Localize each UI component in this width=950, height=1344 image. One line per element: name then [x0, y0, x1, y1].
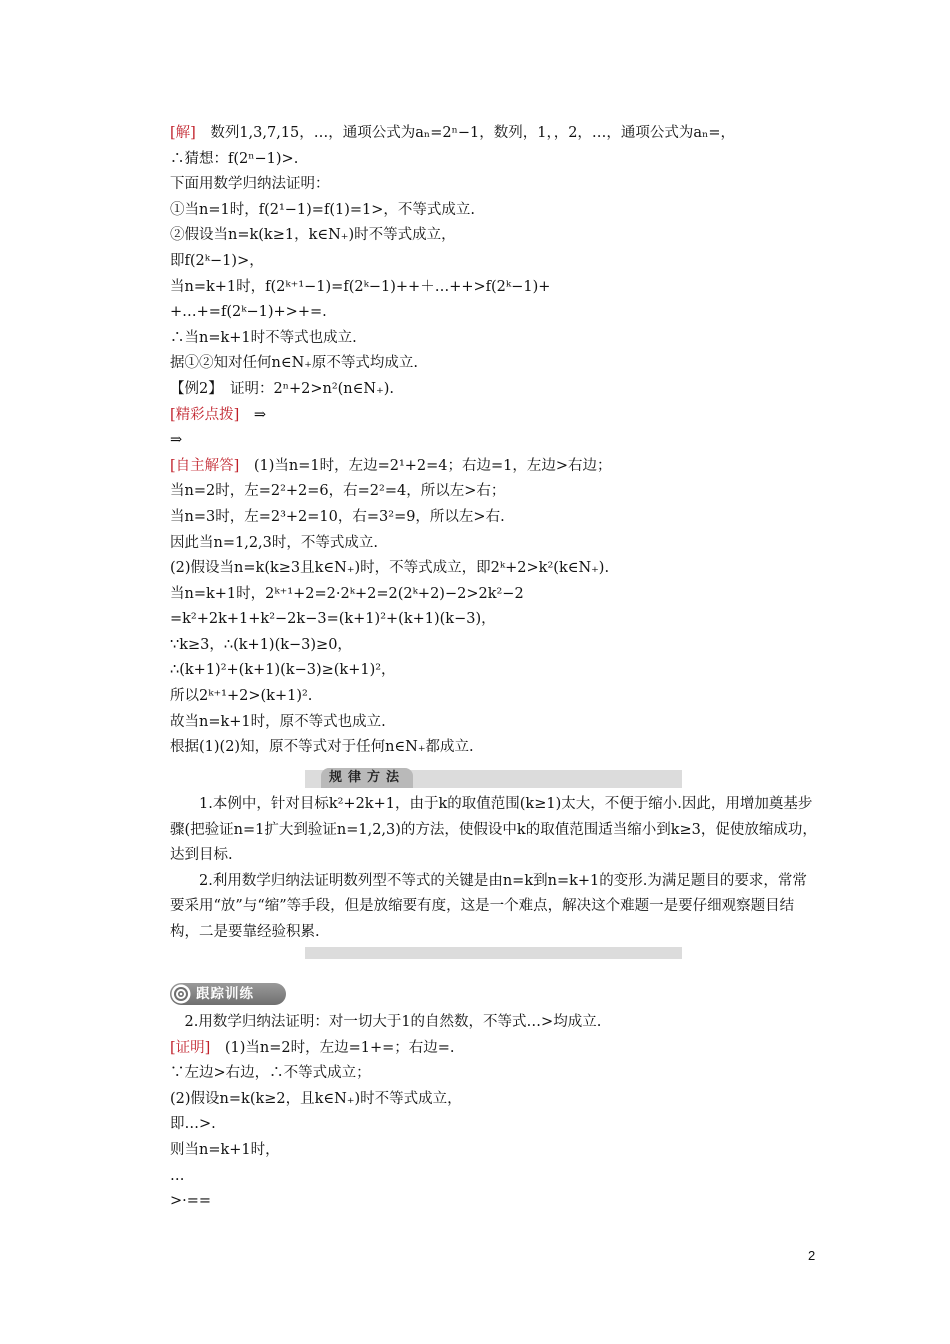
method-block — [170, 792, 820, 946]
text-line: 根据(1)(2)知，原不等式对于任何n∈N₊都成立. — [170, 739, 474, 756]
text-line: [解] 数列1,3,7,15，…，通项公式为aₙ=2ⁿ−1，数列，1，，2，…，通项公式为aₙ=， — [170, 125, 735, 141]
example-heading: 【例2】 证明：2ⁿ+2>n²(n∈N₊). — [170, 380, 394, 397]
text-line: ⇒ — [170, 432, 183, 449]
text-line: ∵左边>右边，∴不等式成立； — [170, 1065, 371, 1082]
text-line: 当n=2时，左=2²+2=6，右=2²=4，所以左>右； — [170, 483, 506, 500]
training-label: 跟踪训练 — [196, 986, 254, 1002]
text-line: 故当n=k+1时，原不等式也成立. — [170, 713, 386, 730]
text-line: >·== — [170, 1193, 212, 1210]
text-line: ∴(k+1)²+(k+1)(k−3)≥(k+1)²， — [170, 662, 396, 679]
hint-tag: [精彩点拨] — [170, 406, 240, 423]
top-block — [170, 121, 820, 761]
page-number: 2 — [808, 1248, 816, 1263]
training-badge — [170, 983, 286, 1005]
text-line: 因此当n=1,2,3时，不等式成立. — [170, 534, 378, 551]
answer-tag: [自主解答] — [170, 457, 240, 474]
text-line: ∵k≥3，∴(k+1)(k−3)≥0， — [170, 636, 352, 653]
text-line: +…+=f(2ᵏ−1)+>+=. — [170, 304, 327, 321]
proof-tag: [证明] — [170, 1039, 211, 1056]
text-line: 据①②知对任何n∈N₊原不等式均成立. — [170, 355, 419, 372]
text-line: 即…>. — [170, 1116, 216, 1133]
text-line: (2)假设当n=k(k≥3且k∈N₊)时，不等式成立，即2ᵏ+2>k²(k∈N₊). — [170, 560, 610, 577]
text-line: =k²+2k+1+k²−2k−3=(k+1)²+(k+1)(k−3)， — [170, 611, 496, 628]
text-line: ②假设当n=k(k≥1，k∈N₊)时不等式成立， — [170, 227, 456, 244]
text-line: 则当n=k+1时， — [170, 1141, 280, 1158]
section-divider — [305, 947, 682, 959]
text-line: 即f(2ᵏ−1)>， — [170, 252, 264, 269]
method-paragraph: 1.本例中，针对目标k²+2k+1，由于k的取值范围(k≥1)太大，不便于缩小.因此，用增加奠基步骤(把验证n=1扩大到验证n=1,2,3)的方法，使假设中k的取值范围适当缩小到k≥3，促使放缩成功，达到目标. — [170, 796, 817, 864]
text-line: [自主解答] (1)当n=1时，左边=2¹+2=4；右边=1，左边>右边； — [170, 457, 612, 474]
text-line: 下面用数学归纳法证明： — [170, 176, 330, 193]
bottom-block — [170, 1010, 820, 1215]
text-line: 当n=3时，左=2³+2=10，右=3²=9，所以左>右. — [170, 508, 505, 525]
exercise-line: 2.用数学归纳法证明：对一切大于1的自然数，不等式…>均成立. — [170, 1014, 602, 1030]
text-line: ∴猜想：f(2ⁿ−1)>. — [170, 150, 299, 167]
solution-tag: [解] — [170, 125, 196, 141]
text-line: … — [170, 1167, 185, 1184]
text-line: 当n=k+1时，2ᵏ⁺¹+2=2·2ᵏ+2=2(2ᵏ+2)−2>2k²−2 — [170, 585, 524, 602]
target-icon — [171, 984, 191, 1004]
text-line: ①当n=1时，f(2¹−1)=f(1)=1>，不等式成立. — [170, 201, 475, 218]
method-section-label: 规律方法 — [321, 768, 413, 788]
text-line: 当n=k+1时，f(2ᵏ⁺¹−1)=f(2ᵏ−1)++＋…++>f(2ᵏ−1)+ — [170, 278, 551, 295]
method-paragraph: 2.利用数学归纳法证明数列型不等式的关键是由n=k到n=k+1的变形.为满足题目的要求，常常要采用“放”与“缩”等手段，但是放缩要有度，这是一个难点，解决这个难题一是要仔细观察题目结构，二是要靠经验积累. — [170, 872, 807, 940]
text-line: [证明] (1)当n=2时，左边=1+=；右边=. — [170, 1039, 455, 1056]
text-line: (2)假设n=k(k≥2，且k∈N₊)时不等式成立， — [170, 1090, 462, 1107]
text-line: [精彩点拨] ⇒ — [170, 406, 266, 423]
method-section-bar — [305, 770, 682, 788]
text-line: 所以2ᵏ⁺¹+2>(k+1)². — [170, 688, 313, 705]
text-line: ∴当n=k+1时不等式也成立. — [170, 329, 357, 346]
